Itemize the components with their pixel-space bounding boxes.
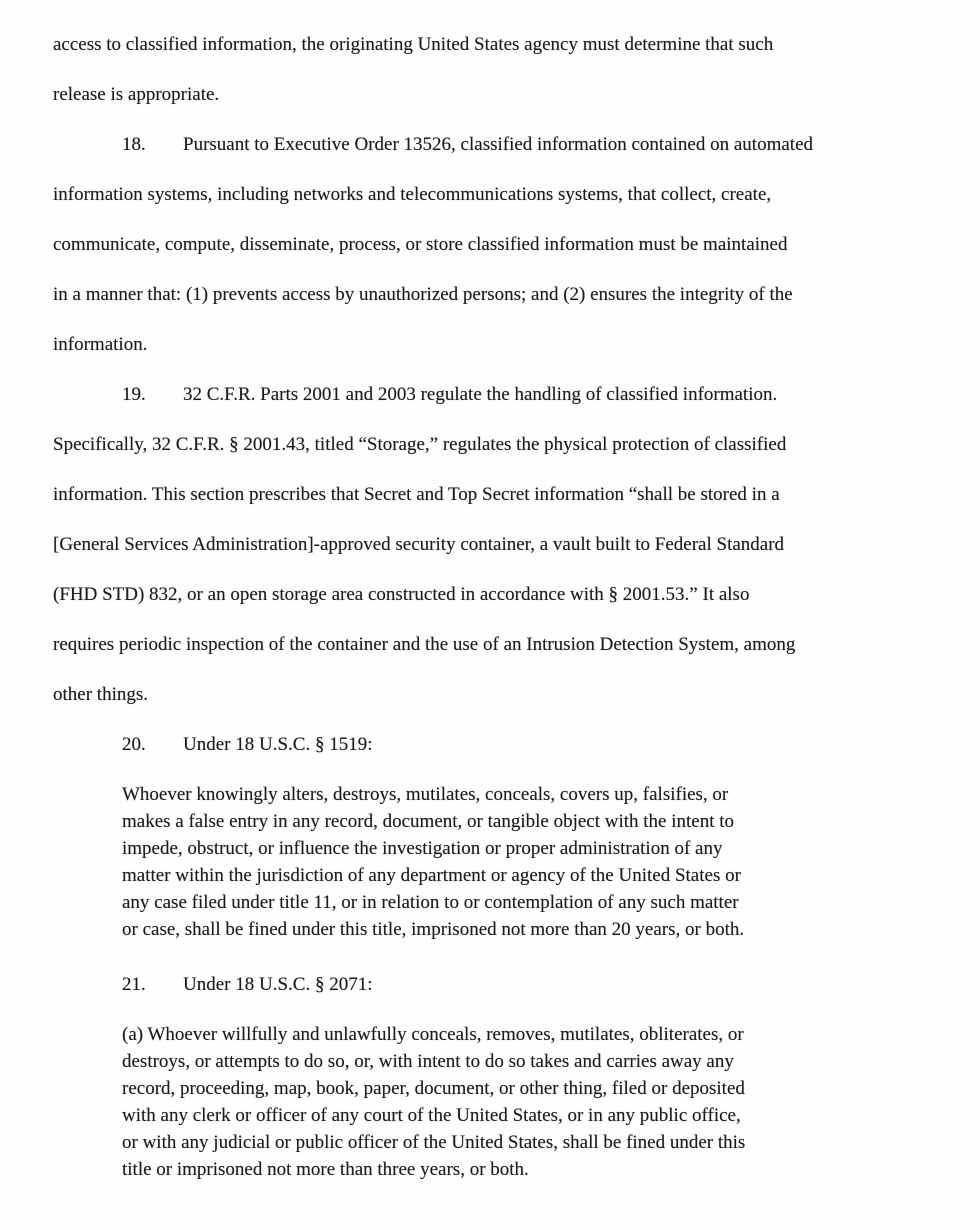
quote-line: or with any judicial or public officer of the United States, shall be fined under this [122,1132,746,1153]
quote-line: or case, shall be fined under this title, imprisoned not more than 20 years, or both. [122,919,745,940]
quote-line: makes a false entry in any record, document, or tangible object with the intent to [122,811,735,832]
text-line: access to classified information, the originating United States agency must determine that such [53,34,774,55]
numbered-paragraph-line [53,720,896,770]
paragraph-number: 20. [122,734,146,755]
text-line: communicate, compute, disseminate, process, or store classified information must be maintained [53,234,788,255]
paragraph-first-line-text: Under 18 U.S.C. § 1519: [183,734,373,755]
text-line: requires periodic inspection of the container and the use of an Intrusion Detection System, among [53,634,796,655]
quote-line: destroys, or attempts to do so, or, with intent to do so takes and carries away any [122,1051,734,1072]
text-line: release is appropriate. [53,84,220,105]
paragraph-first-line-text: Pursuant to Executive Order 13526, classified information contained on automated [183,134,813,155]
numbered-paragraph-line [53,370,896,420]
paragraph-first-line-text: 32 C.F.R. Parts 2001 and 2003 regulate the handling of classified information. [183,384,778,405]
text-line: information systems, including networks and telecommunications systems, that collect, create, [53,184,772,205]
quote-line: with any clerk or officer of any court of the United States, or in any public office, [122,1105,741,1126]
text-line: [General Services Administration]-approved security container, a vault built to Federal Standard [53,534,785,555]
numbered-paragraph-line [53,120,896,170]
paragraph-number: 18. [122,134,146,155]
text-line: Specifically, 32 C.F.R. § 2001.43, titled “Storage,” regulates the physical protection of classified [53,434,787,455]
text-line: information. This section prescribes that Secret and Top Secret information “shall be stored in a [53,484,780,505]
block-quote-2071 [122,1021,867,1183]
quote-line: impede, obstruct, or influence the investigation or proper administration of any [122,838,723,859]
block-quote-1519 [122,781,867,943]
quote-line: record, proceeding, map, book, paper, document, or other thing, filed or deposited [122,1078,745,1099]
quote-line: title or imprisoned not more than three years, or both. [122,1159,529,1180]
quote-line: any case filed under title 11, or in relation to or contemplation of any such matter [122,892,739,913]
text-line: information. [53,334,148,355]
numbered-paragraph-line [53,960,896,1010]
quote-line: Whoever knowingly alters, destroys, mutilates, conceals, covers up, falsifies, or [122,784,729,805]
text-line: other things. [53,684,148,705]
quote-line: matter within the jurisdiction of any department or agency of the United States or [122,865,741,886]
quote-line: (a) Whoever willfully and unlawfully conceals, removes, mutilates, obliterates, or [122,1024,744,1045]
paragraph-first-line-text: Under 18 U.S.C. § 2071: [183,974,373,995]
text-line: in a manner that: (1) prevents access by unauthorized persons; and (2) ensures the integrity of the [53,284,793,305]
paragraph-number: 21. [122,974,146,995]
paragraph-number: 19. [122,384,146,405]
text-line: (FHD STD) 832, or an open storage area constructed in accordance with § 2001.53.” It also [53,584,750,605]
